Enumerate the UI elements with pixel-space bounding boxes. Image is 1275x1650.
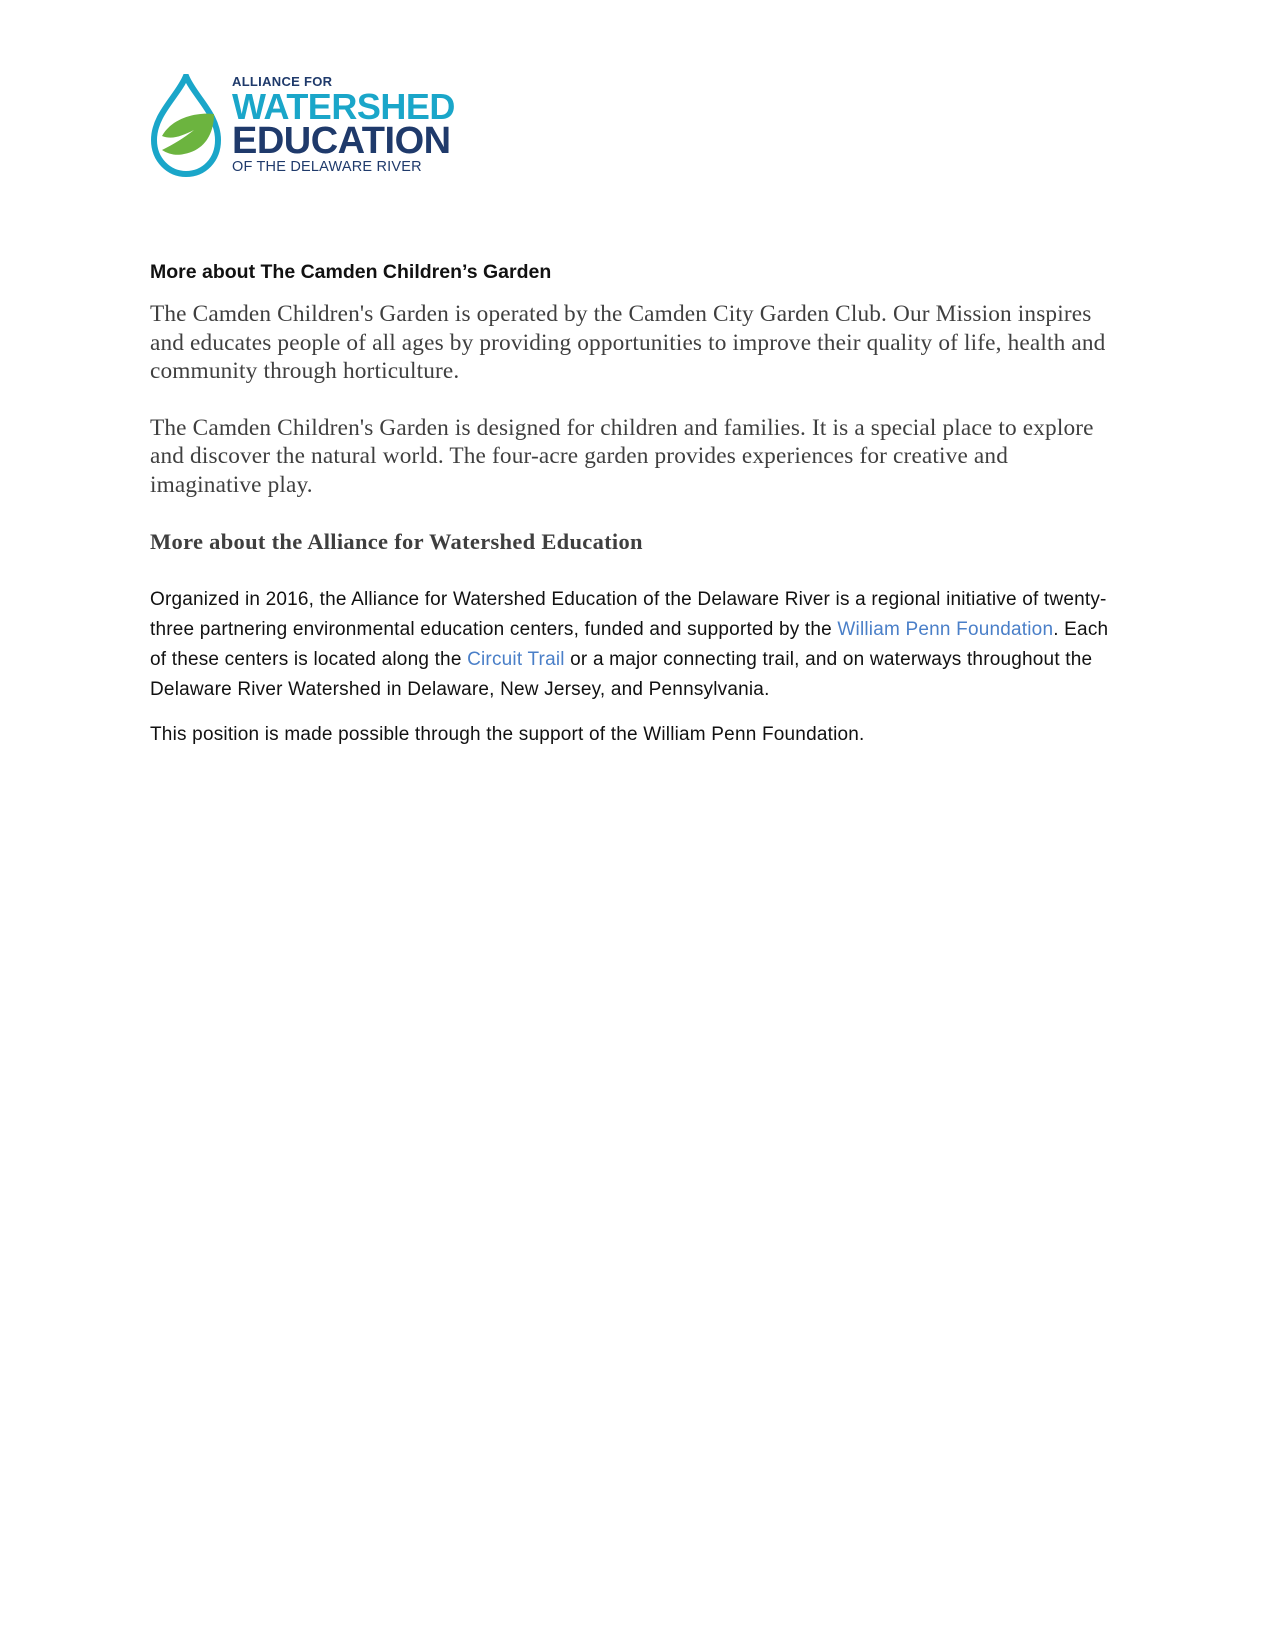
alliance-text-3: or a major connecting trail, and on waterways throughout the Delaware River Watershed in Delaware, New Jersey, and Pennsylvania.: [150, 649, 1093, 700]
logo-line-delaware: OF THE DELAWARE RIVER: [232, 159, 422, 175]
circuit-trail-link[interactable]: Circuit Trail: [467, 649, 565, 670]
alliance-heading: More about the Alliance for Watershed Education: [150, 529, 643, 554]
william-penn-foundation-link[interactable]: William Penn Foundation: [837, 619, 1054, 640]
water-drop-leaf-icon: [148, 74, 228, 180]
garden-heading: More about The Camden Children’s Garden: [150, 261, 552, 283]
alliance-text-1: Organized in 2016, the Alliance for Watershed Education of the Delaware River is a regional initiative of twenty-three partnering environmental education centers, funded and supported by the: [150, 589, 1107, 640]
logo-line-alliance: ALLIANCE FOR: [232, 74, 333, 89]
garden-paragraph-2: The Camden Children's Garden is designed for children and families. It is a special place to explore and discover the natural world. The four-acre garden provides experiences for creative and imaginative play.: [150, 414, 1094, 498]
alliance-paragraph: [150, 585, 1120, 705]
alliance-text-2: . Each of these centers is located along the: [150, 619, 1109, 670]
support-note: This position is made possible through the support of the William Penn Foundation.: [150, 724, 865, 745]
logo-wordmark: [232, 74, 455, 176]
logo-line-education: EDUCATION: [232, 120, 451, 162]
garden-paragraph-1: The Camden Children's Garden is operated by the Camden City Garden Club. Our Mission inspires and educates people of all ages by providing opportunities to improve their quality of life, health and community through horticulture.: [150, 301, 1106, 384]
logo-line-watershed: WATERSHED: [232, 86, 455, 127]
document-body: [150, 258, 1120, 750]
alliance-logo: [148, 74, 455, 180]
